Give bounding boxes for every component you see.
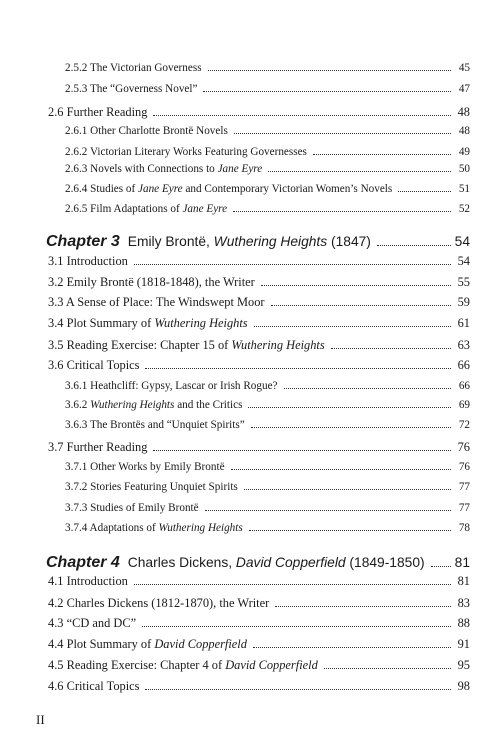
work-title: Jane Eyre [217,163,263,175]
toc-entry[interactable] [48,255,470,267]
toc-entry-title [48,680,139,692]
title-text: 3.7.1 Other Works by Emily Brontë [65,461,225,473]
toc-entry-title [65,204,227,215]
toc-entry[interactable] [65,503,470,514]
toc-entry-title [65,462,225,473]
dot-leader [142,626,451,627]
title-text: 2.6.2 Victorian Literary Works Featuring Governesses [65,146,307,158]
title-text: and the Critics [174,399,243,411]
toc-entry-title [48,597,269,609]
toc-entry[interactable] [48,296,470,308]
title-text: Emily Brontë, [127,234,214,249]
page-number: 45 [458,62,470,74]
title-text: 3.6.2 [65,399,91,411]
dot-leader [153,450,451,451]
work-title: Jane Eyre [182,203,228,215]
title-text: 3.6.3 The Brontës and “Unquiet Spirits” [65,419,245,431]
dot-leader [203,91,451,92]
page-folio: II [36,712,45,727]
chapter-number: Chapter 3 [46,233,120,250]
title-text: 4.6 Critical Topics [48,679,140,693]
title-text: and Contemporary Victorian Women’s Novels [182,183,393,195]
dot-leader [234,133,451,134]
page-number: 69 [458,399,470,411]
page-number: 48 [458,125,470,137]
work-title: Jane Eyre [138,183,183,195]
dot-leader [284,388,451,389]
toc-entry[interactable] [65,204,470,215]
dot-leader [251,427,451,428]
title-text: 4.5 Reading Exercise: Chapter 4 of [48,658,226,672]
title-text: 3.2 Emily Brontë (1818-1848), the Writer [48,275,255,289]
toc-entry[interactable] [65,63,470,74]
toc-entry-title [65,84,197,95]
toc-entry-title [48,339,325,351]
toc-entry-title [65,482,238,493]
page-number: 78 [458,522,470,534]
toc-entry[interactable] [65,84,470,95]
page-number: 66 [457,358,470,372]
toc-entry-title [65,164,262,175]
toc-entry[interactable] [48,638,470,650]
dot-leader [244,489,451,490]
toc-entry-title [48,255,128,267]
dot-leader [205,510,451,511]
toc-chapter-entry[interactable] [46,234,470,250]
dot-leader [134,264,451,265]
title-text: 4.4 Plot Summary of [48,637,155,651]
title-text: 2.6.4 Studies of [65,183,139,195]
toc-entry-title [65,503,199,514]
dot-leader [331,348,451,349]
toc-entry-title [46,555,425,571]
dot-leader [253,647,451,648]
toc-entry[interactable] [65,381,470,392]
page-number: 88 [457,616,470,630]
toc-entry[interactable] [65,462,470,473]
title-text: Charles Dickens, [127,555,236,570]
page-number: 81 [454,555,470,570]
dot-leader [377,245,451,246]
page-number: 72 [458,419,470,431]
page-number: 98 [457,679,470,693]
page-number: 95 [457,658,470,672]
dot-leader [145,368,451,369]
toc-entry-title [65,126,228,137]
toc-entry-title [48,296,265,308]
toc-entry-title [48,575,128,587]
page-number: 66 [458,380,470,392]
toc-entry-title [65,147,307,158]
work-title: Wuthering Heights [158,522,243,534]
page-number: 77 [458,502,470,514]
dot-leader [231,469,451,470]
dot-leader [233,211,451,212]
dot-leader [134,584,451,585]
toc-entry[interactable] [65,482,470,493]
toc-entry[interactable] [48,441,470,453]
title-text: 3.5 Reading Exercise: Chapter 15 of [48,338,232,352]
page-number: 63 [457,338,470,352]
toc-entry-title [65,400,242,411]
dot-leader [249,530,451,531]
toc-entry[interactable] [65,400,470,411]
dot-leader [153,115,451,116]
page-number: 52 [458,203,470,215]
toc-entry[interactable] [48,276,470,288]
dot-leader [254,326,451,327]
title-text: 4.2 Charles Dickens (1812-1870), the Writer [48,596,270,610]
page-number: 51 [458,183,470,195]
toc-entry[interactable] [48,597,470,609]
page-number: 54 [457,254,470,268]
dot-leader [313,154,451,155]
title-text: 3.1 Introduction [48,254,128,268]
toc-entry[interactable] [48,659,470,671]
toc-entry-title [48,659,318,671]
toc-entry-title [48,359,139,371]
title-text: 2.6.3 Novels with Connections to [65,163,218,175]
toc-entry-title [48,638,247,650]
title-text: 2.6 Further Reading [48,105,148,119]
toc-entry[interactable] [65,126,470,137]
toc-entry[interactable] [48,617,470,629]
title-text: 3.3 A Sense of Place: The Windswept Moor [48,295,265,309]
toc-entry[interactable] [65,523,470,534]
toc-entry-title [46,234,371,250]
toc-entry[interactable] [65,420,470,431]
dot-leader [271,305,451,306]
work-title: David Copperfield [154,637,247,651]
toc-entry[interactable] [65,147,470,158]
title-text: (1849-1850) [345,555,425,570]
title-text: 2.6.1 Other Charlotte Brontë Novels [65,125,228,137]
dot-leader [248,407,451,408]
toc-entry-title [48,317,248,329]
work-title: Wuthering Heights [154,316,248,330]
page-number: 55 [457,275,470,289]
title-text: 3.7.2 Stories Featuring Unquiet Spirits [65,481,238,493]
page-number: 76 [457,440,470,454]
title-text: 3.7.3 Studies of Emily Brontë [65,502,199,514]
toc-entry-title [48,106,147,118]
title-text: 3.6 Critical Topics [48,358,140,372]
work-title: Wuthering Heights [231,338,325,352]
page-number: 50 [458,163,470,175]
title-text: 3.7 Further Reading [48,440,148,454]
title-text: 4.3 “CD and DC” [48,616,137,630]
title-text: 4.1 Introduction [48,574,128,588]
dot-leader [261,285,451,286]
title-text: 2.5.2 The Victorian Governess [65,62,202,74]
title-text: 2.5.3 The “Governess Novel” [65,83,198,95]
page-number: 61 [457,316,470,330]
title-text: (1847) [327,234,371,249]
page-number: 77 [458,481,470,493]
toc-entry[interactable] [48,317,470,329]
toc-entry-title [65,184,392,195]
page-number: 76 [458,461,470,473]
toc-entry[interactable] [48,575,470,587]
page-number: 81 [457,574,470,588]
toc-entry-title [65,523,243,534]
toc-entry[interactable] [65,164,470,175]
toc-chapter-entry[interactable] [46,555,470,571]
page-number: 59 [457,295,470,309]
page-number: 48 [457,105,470,119]
toc-entry-title [48,441,147,453]
work-title: David Copperfield [225,658,318,672]
title-text: 2.6.5 Film Adaptations of [65,203,183,215]
dot-leader [431,566,451,567]
toc-entry-title [65,381,278,392]
work-title: Wuthering Heights [213,234,328,249]
title-text: 3.7.4 Adaptations of [65,522,159,534]
toc-entry[interactable] [48,359,470,371]
toc-entry[interactable] [48,106,470,118]
title-text: 3.4 Plot Summary of [48,316,155,330]
page-number: 83 [457,596,470,610]
toc-entry[interactable] [48,680,470,692]
toc-entry[interactable] [48,339,470,351]
dot-leader [275,606,451,607]
toc-entry-title [48,617,136,629]
toc-entry[interactable] [65,184,470,195]
dot-leader [145,689,451,690]
toc-entry-title [65,63,202,74]
toc-entry-title [48,276,255,288]
dot-leader [398,191,451,192]
work-title: Wuthering Heights [90,399,175,411]
dot-leader [324,668,451,669]
chapter-number: Chapter 4 [46,554,120,571]
toc-entry-title [65,420,245,431]
title-text: 3.6.1 Heathcliff: Gypsy, Lascar or Irish Rogue? [65,380,278,392]
page-number: 91 [457,637,470,651]
page-number: 49 [458,146,470,158]
dot-leader [208,70,451,71]
work-title: David Copperfield [235,555,346,570]
page-number: 47 [458,83,470,95]
dot-leader [268,171,451,172]
page-number: 54 [454,234,470,249]
